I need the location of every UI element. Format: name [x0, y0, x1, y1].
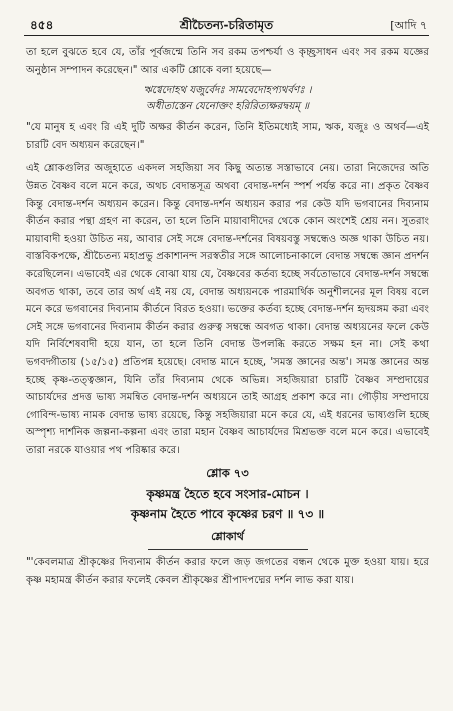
header-divider	[24, 35, 429, 36]
paragraph-intro: তা হলে বুঝতে হবে যে, তাঁর পূর্বজন্মে তিনি সব রকম তপশ্চর্যা ও কৃচ্ছ্রসাধন এবং সব রকম যজ্ঞের অনুষ্ঠান সম্পাদন করেছেন।" আর একটি শ্লোকে বলা হয়েছে—	[26, 47, 429, 76]
sloka-line-1: কৃষ্ণমন্ত্র হৈতে হবে সংসার-মোচন ।	[146, 487, 309, 502]
sloka-heading: শ্লোক ৭৩	[206, 466, 249, 481]
translation-underline	[148, 549, 308, 550]
sloka-line-2: কৃষ্ণনাম হৈতে পাবে কৃষ্ণের চরণ ॥ ৭৩ ॥	[130, 507, 325, 522]
paragraph-verse-translation: "যে মানুষ হ এবং রি এই দুটি অক্ষর কীর্তন করেন, তিনি ইতিমধ্যেই সাম, ঋক, যজুঃ ও অথর্ব—এই চারটি বেদ অধ্যয়ন করেছেন।"	[26, 122, 429, 151]
paragraph-translation: "'কেবলমাত্র শ্রীকৃষ্ণের দিব্যনাম কীর্তন করার ফলে জড় জগতের বন্ধন থেকে মুক্ত হওয়া যায়। হরে কৃষ্ণ মহামন্ত্র কীর্তন করার ফলেই কেবল শ্রীকৃষ্ণের শ্রীপাদপদ্মের দর্শন লাভ করা যায়।	[26, 557, 429, 587]
translation-heading: শ্লোকার্থ	[211, 530, 244, 544]
paragraph-purport: এই শ্লোকগুলির অজুহাতে একদল সহজিয়া সব কিছু অত্যন্ত সস্তাভাবে নেয়। তারা নিজেদের অতি উন্নত বৈষ্ণব বলে মনে করে, অথচ বেদান্তসূত্র অথবা বেদান্ত-দর্শন স্পর্শ পর্যন্ত করে না। প্রকৃত বৈষ্ণব কিন্তু বেদান্ত-দর্শন অধ্যয়ন করেন। কিন্তু বেদান্ত-দর্শন অধ্যয়ন করার পর কেউ যদি ভগবানের দিব্যনাম কীর্তন করার পন্থা গ্রহণ না করেন, তা হলে তিনি মায়াবাদীদের থেকে কোন অংশেই শ্রেয় নন। সুতরাং মায়াবাদী হওয়া উচিত নয়, আবার সেই সঙ্গে বেদান্ত-দর্শনের বিষয়বস্তু সম্বন্ধেও অজ্ঞ থাকা উচিত নয়। বাস্তবিকপক্ষে, শ্রীচৈতন্য মহাপ্রভু প্রকাশানন্দ সরস্বতীর সঙ্গে আলোচনাকালে বেদান্ত সম্বন্ধে জ্ঞান প্রদর্শন করেছিলেন। এভাবেই এর থেকে বোঝা যায় যে, বৈষ্ণবের কর্তব্য হচ্ছে সর্বতোভাবে বেদান্ত-দর্শন সম্বন্ধে অবগত থাকা, তবে তার অর্থ এই নয় যে, বেদান্ত অধ্যয়নকে পারমার্থিক অনুশীলনের মূল বিষয় বলে মনে করে ভগবানের দিব্যনাম কীর্তনে বিরত হওয়া। ভক্তের কর্তব্য হচ্ছে বেদান্ত-দর্শন হৃদয়ঙ্গম করা এবং সেই সঙ্গে ভগবানের দিব্যনাম কীর্তন করার গুরুত্ব সম্বন্ধে অবগত থাকা। বেদান্ত অধ্যয়নের ফলে কেউ যদি নির্বিশেষবাদী হয়ে যান, তা হলে তিনি বেদান্ত উপলব্ধি করতে সক্ষম হন না। সেই কথা ভগবদ্গীতায় (১৫/১৫) প্রতিপন্ন হয়েছে। বেদান্ত মানে হচ্ছে, 'সমস্ত জ্ঞানের অন্ত'। সমস্ত জ্ঞানের অন্ত হচ্ছে কৃষ্ণ-তত্ত্বজ্ঞান, যিনি তাঁর দিব্যনাম থেকে অভিন্ন। সহজিয়ারা চারটি বৈষ্ণব সম্প্রদায়ের আচার্যদের প্রদত্ত ভাষ্য সমন্বিত বেদান্ত-দর্শন অধ্যয়নে তাই আগ্রহ প্রকাশ করে না। গৌড়ীয় সম্প্রদায়ে গোবিন্দ-ভাষ্য নামক বেদান্ত ভাষ্য রয়েছে, কিন্তু সহজিয়ারা মনে করে যে, এই ধরনের ভাষ্যগুলি হচ্ছে অস্পৃশ্য দার্শনিক জল্পনা-কল্পনা এবং তারা মহান বৈষ্ণব আচার্যদের মিশ্রভক্ত বলে মনে করে। এভাবেই তারা নরকে যাওয়ার পথ পরিষ্কার করে।	[26, 163, 429, 456]
page-body	[26, 44, 429, 590]
book-title: শ্রীচৈতন্য-চরিতামৃত	[179, 18, 274, 32]
running-header	[0, 17, 453, 37]
chapter-label: [আদি ৭	[390, 19, 427, 32]
quoted-verse-line-1: ঋগ্বেদোহথ যজুর্বেদঃ সামবেদোহপ্যথর্বণঃ ।	[143, 85, 312, 97]
page-number: ৪৫৪	[30, 18, 54, 32]
quoted-verse-line-2: অধীতাস্তেন যেনোক্তং হরিরিত্যক্ষরদ্বয়ম্ ॥	[146, 101, 309, 113]
